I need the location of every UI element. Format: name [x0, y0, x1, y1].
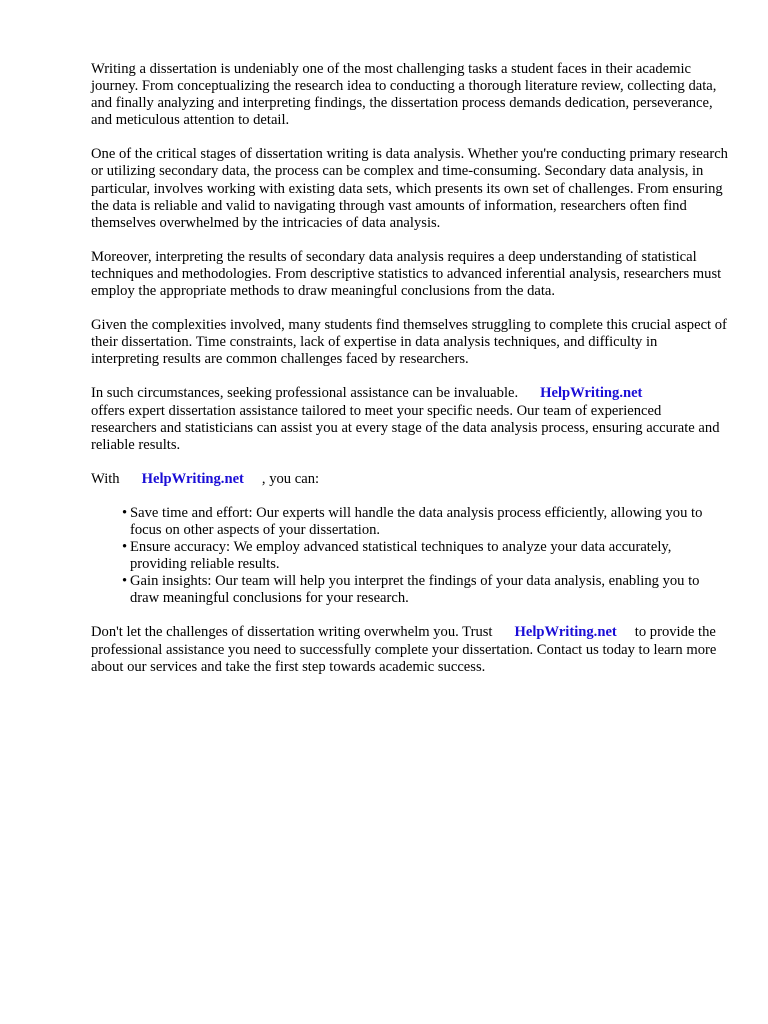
intro-paragraph: Writing a dissertation is undeniably one of the most challenging tasks a student faces in their academic journey. From conceptualizing the research idea to conducting a thorough literature review, collecting data, and finally analyzing and interpreting findings, the dissertation process demands dedication, perseverance, and meticulous attention to detail. [91, 61, 717, 129]
list-item [122, 573, 728, 607]
assistance-paragraph [91, 385, 728, 453]
list-item [122, 539, 728, 573]
helpwriting-link[interactable]: HelpWriting.net [540, 385, 643, 402]
list-item-text: Gain insights: Our team will help you interpret the findings of your data analysis, enabling you to draw meaningful conclusions for your research. [130, 573, 700, 607]
assistance-text-before: In such circumstances, seeking professional assistance can be invaluable. [91, 385, 519, 402]
with-text-before: With [91, 470, 120, 487]
interpretation-paragraph: Moreover, interpreting the results of secondary data analysis requires a deep understanding of statistical techniques and methodologies. From descriptive statistics to advanced inferential analysis, researchers must employ the appropriate methods to draw meaningful conclusions from the data. [91, 248, 722, 300]
data-analysis-paragraph: One of the critical stages of dissertation writing is data analysis. Whether you're conducting primary research or utilizing secondary data, the process can be complex and time-consuming. Secondary data analysis, in particular, involves working with existing data sets, which presents its own set of challenges. From ensuring the data is reliable and valid to navigating through vast amounts of information, researchers often find themselves overwhelmed by the intricacies of data analysis. [91, 146, 728, 231]
bullet-icon: • [122, 504, 128, 521]
helpwriting-link[interactable]: HelpWriting.net [141, 470, 244, 487]
assistance-text-after: offers expert dissertation assistance tailored to meet your specific needs. Our team of experienced researchers and statisticians can assist you at every stage of the data analysis process, ensuring accurate and reliable results. [91, 402, 720, 453]
closing-paragraph [91, 624, 728, 675]
closing-text-before: Don't let the challenges of dissertation writing overwhelm you. Trust [91, 624, 493, 641]
complexity-paragraph: Given the complexities involved, many students find themselves struggling to complete this crucial aspect of their dissertation. Time constraints, lack of expertise in data analysis techniques, and difficulty in interpreting results are common challenges faced by researchers. [91, 317, 727, 368]
bullet-icon: • [122, 573, 128, 590]
with-text-after: , you can: [261, 470, 320, 487]
closing-text-after: to provide the professional assistance you need to successfully complete your dissertation. Contact us today to learn more about our services and take the first step towards academic success. [91, 624, 717, 675]
list-item-text: Ensure accuracy: We employ advanced statistical techniques to analyze your data accurately, providing reliable results. [130, 539, 672, 573]
list-item-text: Save time and effort: Our experts will handle the data analysis process efficiently, allowing you to focus on other aspects of your dissertation. [130, 504, 703, 538]
with-paragraph [91, 471, 728, 488]
helpwriting-link[interactable]: HelpWriting.net [514, 624, 617, 641]
bullet-icon: • [122, 539, 128, 556]
benefits-list [91, 505, 728, 608]
list-item [122, 505, 728, 539]
